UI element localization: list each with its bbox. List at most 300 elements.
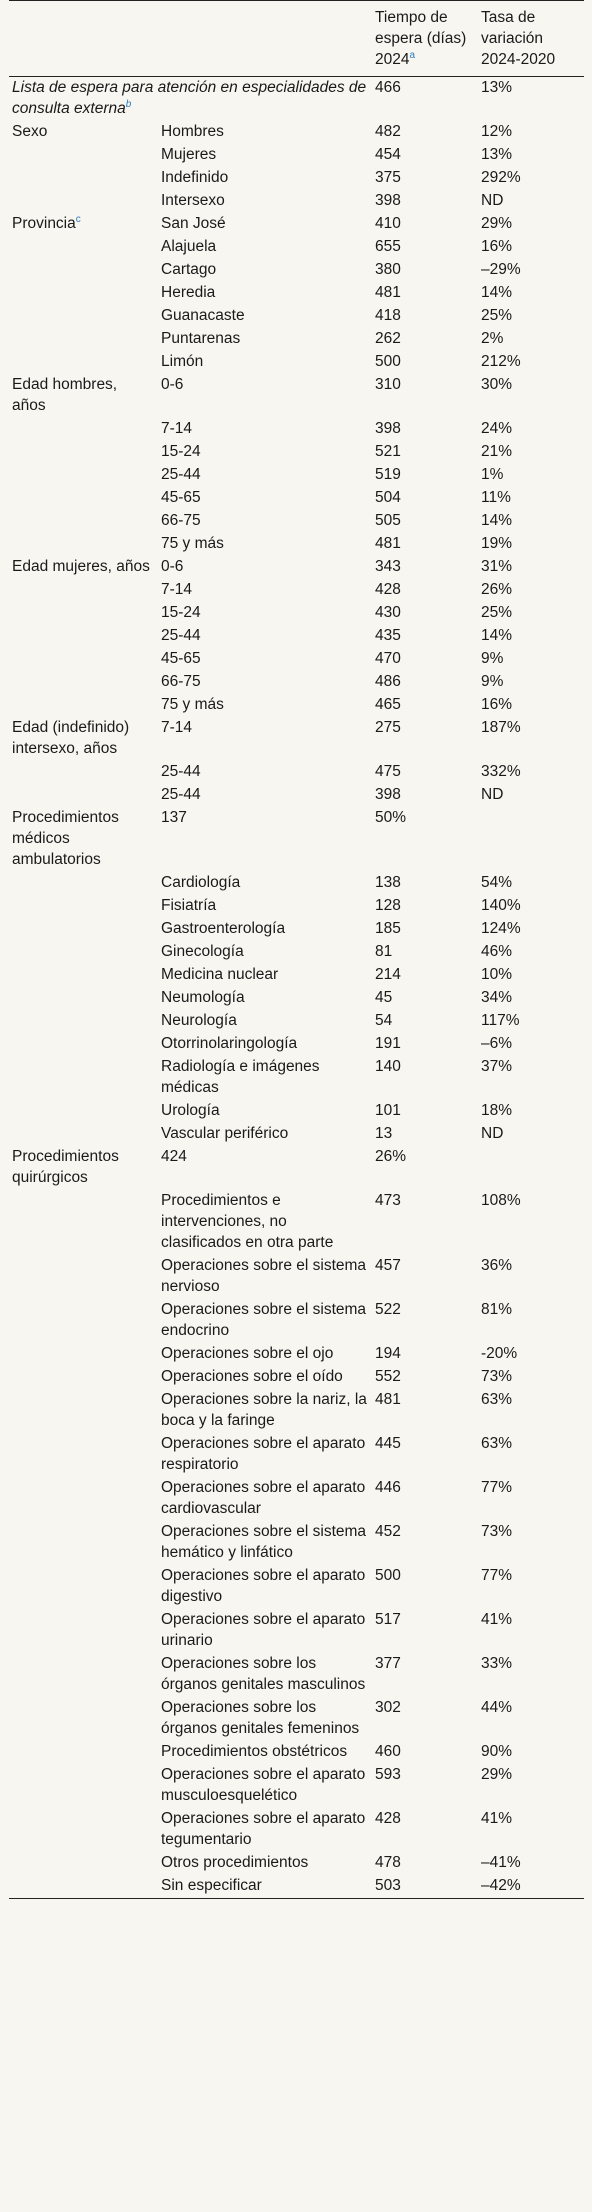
table-row: [9, 305, 584, 328]
row-rate: –6%: [481, 1035, 513, 1052]
group-head-wait: 424: [161, 1148, 187, 1165]
row-subcategory: Vascular periférico: [161, 1125, 289, 1142]
row-rate: 41%: [481, 1810, 513, 1827]
waiting-list-table-container: [9, 0, 584, 1899]
group-label: [9, 717, 158, 761]
empty-cell: [9, 918, 158, 941]
table-row: [9, 213, 584, 236]
row-subcategory: Hombres: [161, 123, 224, 140]
row-subcategory: 15-24: [161, 604, 201, 621]
empty-cell: [9, 1056, 158, 1100]
empty-cell: [9, 1521, 158, 1565]
row-rate: –29%: [481, 261, 521, 278]
table-row: [9, 1697, 584, 1741]
empty-cell: [9, 1565, 158, 1609]
row-rate: 18%: [481, 1102, 513, 1119]
row-wait: 470: [375, 650, 401, 667]
table-row: [9, 761, 584, 784]
header-wait-days: Tiempo de espera (días) 2024$^a$: [375, 9, 467, 68]
row-rate: 44%: [481, 1699, 513, 1716]
table-row: [9, 441, 584, 464]
table-row: [9, 1100, 584, 1123]
row-subcategory: 7-14: [161, 420, 193, 437]
empty-cell: [9, 1764, 158, 1808]
empty-cell: [9, 1033, 158, 1056]
empty-cell: [9, 328, 158, 351]
empty-cell: [9, 872, 158, 895]
row-wait: 482: [375, 123, 401, 140]
row-subcategory: 75 y más: [161, 535, 224, 552]
row-wait: 500: [375, 1567, 401, 1584]
row-rate: 77%: [481, 1479, 513, 1496]
row-wait: 522: [375, 1301, 401, 1318]
row-rate: 124%: [481, 920, 521, 937]
group-label-text: Sexo: [12, 123, 48, 140]
table-row: [9, 918, 584, 941]
row-subcategory: Cardiología: [161, 874, 241, 891]
table-row: [9, 510, 584, 533]
group-label: [9, 121, 158, 144]
row-wait: 428: [375, 581, 401, 598]
group-label: [9, 807, 158, 872]
row-subcategory: 0-6: [161, 558, 184, 575]
row-subcategory: Operaciones sobre el sistema hemático y linfático: [161, 1523, 367, 1561]
row-wait: 517: [375, 1611, 401, 1628]
empty-cell: [9, 1123, 158, 1146]
table-row: [9, 351, 584, 374]
row-subcategory: Operaciones sobre los órganos genitales femeninos: [161, 1699, 360, 1737]
row-wait: 398: [375, 786, 401, 803]
row-wait: 486: [375, 673, 401, 690]
empty-cell: [9, 1697, 158, 1741]
row-wait: 445: [375, 1435, 401, 1452]
table-row: [9, 1808, 584, 1852]
row-subcategory: Operaciones sobre el aparato respiratorio: [161, 1435, 366, 1473]
row-subcategory: Intersexo: [161, 192, 225, 209]
empty-cell: [9, 625, 158, 648]
table-row: [9, 784, 584, 807]
group-head-rate: 26%: [375, 1148, 407, 1165]
row-wait: 593: [375, 1766, 401, 1783]
row-rate: 37%: [481, 1058, 513, 1075]
row-wait: 519: [375, 466, 401, 483]
group-label-text: Procedimientos médicos ambulatorios: [12, 809, 119, 868]
empty-cell: [9, 1808, 158, 1852]
row-subcategory: Guanacaste: [161, 307, 245, 324]
row-wait: 428: [375, 1810, 401, 1827]
row-subcategory: 66-75: [161, 673, 201, 690]
row-rate: 30%: [481, 376, 513, 393]
empty-cell: [9, 1741, 158, 1764]
empty-cell: [478, 1146, 584, 1190]
row-wait: 503: [375, 1877, 401, 1894]
row-rate: 332%: [481, 763, 521, 780]
empty-cell: [9, 305, 158, 328]
empty-cell: [9, 1653, 158, 1697]
row-wait: 375: [375, 169, 401, 186]
row-wait: 140: [375, 1058, 401, 1075]
empty-cell: [9, 441, 158, 464]
row-subcategory: Mujeres: [161, 146, 217, 163]
empty-cell: [9, 236, 158, 259]
table-row: [9, 1764, 584, 1808]
row-subcategory: Neumología: [161, 989, 245, 1006]
row-rate: 12%: [481, 123, 513, 140]
row-rate: 33%: [481, 1655, 513, 1672]
row-rate: 19%: [481, 535, 513, 552]
row-wait: 481: [375, 535, 401, 552]
row-rate: 11%: [481, 489, 511, 506]
group-label: [9, 556, 158, 579]
table-row: [9, 464, 584, 487]
row-rate: 1%: [481, 466, 504, 483]
empty-cell: [9, 648, 158, 671]
group-label: [9, 374, 158, 418]
row-subcategory: Heredia: [161, 284, 216, 301]
empty-cell: [9, 1875, 158, 1899]
table-row: [9, 625, 584, 648]
row-rate: 117%: [481, 1012, 520, 1029]
table-row: [9, 1033, 584, 1056]
row-subcategory: Procedimientos obstétricos: [161, 1743, 348, 1760]
summary-row: [9, 77, 584, 122]
row-subcategory: Operaciones sobre el aparato musculoesquelético: [161, 1766, 366, 1804]
row-subcategory: Ginecología: [161, 943, 244, 960]
row-wait: 655: [375, 238, 401, 255]
row-wait: 262: [375, 330, 401, 347]
table-row: [9, 1741, 584, 1764]
row-rate: 9%: [481, 673, 504, 690]
empty-cell: [9, 761, 158, 784]
table-row: [9, 259, 584, 282]
row-wait: 214: [375, 966, 401, 983]
table-row: [9, 1366, 584, 1389]
table-row: [9, 1477, 584, 1521]
row-rate: 21%: [481, 443, 513, 460]
row-subcategory: Medicina nuclear: [161, 966, 279, 983]
row-wait: 380: [375, 261, 401, 278]
row-rate: –42%: [481, 1877, 521, 1894]
table-row: [9, 487, 584, 510]
row-wait: 398: [375, 420, 401, 437]
table-row: [9, 1653, 584, 1697]
table-row: [9, 1521, 584, 1565]
row-subcategory: Indefinido: [161, 169, 229, 186]
row-subcategory: Operaciones sobre el aparato urinario: [161, 1611, 366, 1649]
row-subcategory: Procedimientos e intervenciones, no clasificados en otra parte: [161, 1192, 334, 1251]
row-rate: 16%: [481, 696, 513, 713]
table-row: [9, 121, 584, 144]
table-row: [9, 556, 584, 579]
row-rate: 26%: [481, 581, 513, 598]
empty-cell: [9, 784, 158, 807]
row-subcategory: Sin especificar: [161, 1877, 262, 1894]
row-rate: 14%: [481, 627, 513, 644]
empty-cell: [9, 1366, 158, 1389]
row-wait: 454: [375, 146, 401, 163]
row-rate: 292%: [481, 169, 521, 186]
row-wait: 457: [375, 1257, 401, 1274]
row-wait: 452: [375, 1523, 401, 1540]
row-subcategory: 25-44: [161, 627, 201, 644]
empty-cell: [9, 671, 158, 694]
row-wait: 45: [375, 989, 393, 1006]
row-rate: 9%: [481, 650, 504, 667]
row-rate: 29%: [481, 215, 513, 232]
empty-cell: [9, 259, 158, 282]
row-subcategory: Operaciones sobre el aparato digestivo: [161, 1567, 366, 1605]
row-rate: 63%: [481, 1391, 513, 1408]
row-subcategory: 0-6: [161, 376, 184, 393]
empty-cell: [9, 579, 158, 602]
empty-cell: [9, 190, 158, 213]
table-row: [9, 872, 584, 895]
row-wait: 500: [375, 353, 401, 370]
empty-cell: [9, 1609, 158, 1653]
row-wait: 505: [375, 512, 401, 529]
table-row: [9, 374, 584, 418]
empty-cell: [9, 487, 158, 510]
table-row: [9, 941, 584, 964]
row-rate: 46%: [481, 943, 513, 960]
row-rate: 77%: [481, 1567, 513, 1584]
row-rate: 34%: [481, 989, 513, 1006]
empty-cell: [9, 351, 158, 374]
group-label-text: Provincia: [12, 215, 76, 232]
row-rate: ND: [481, 786, 504, 803]
empty-cell: [9, 1433, 158, 1477]
group-label-text: Procedimientos quirúrgicos: [12, 1148, 119, 1186]
row-wait: 460: [375, 1743, 401, 1760]
table-row: [9, 236, 584, 259]
row-subcategory: 75 y más: [161, 696, 224, 713]
row-subcategory: Limón: [161, 353, 204, 370]
empty-cell: [9, 941, 158, 964]
table-row: [9, 1852, 584, 1875]
table-row: [9, 1056, 584, 1100]
empty-cell: [9, 1100, 158, 1123]
row-rate: 54%: [481, 874, 513, 891]
row-subcategory: Operaciones sobre el aparato cardiovascular: [161, 1479, 366, 1517]
empty-cell: [9, 1389, 158, 1433]
summary-rate: 13%: [481, 79, 513, 96]
table-row: [9, 648, 584, 671]
row-wait: 194: [375, 1345, 401, 1362]
table-row: [9, 1609, 584, 1653]
row-rate: 36%: [481, 1257, 513, 1274]
row-subcategory: Operaciones sobre la nariz, la boca y la faringe: [161, 1391, 367, 1429]
row-wait: 185: [375, 920, 401, 937]
empty-cell: [9, 533, 158, 556]
row-wait: 521: [375, 443, 401, 460]
table-row: [9, 694, 584, 717]
row-wait: 473: [375, 1192, 401, 1209]
row-rate: 31%: [481, 558, 513, 575]
row-rate: 90%: [481, 1743, 513, 1760]
row-rate: 25%: [481, 604, 513, 621]
row-subcategory: Neurología: [161, 1012, 237, 1029]
table-row: [9, 1146, 584, 1190]
row-subcategory: 15-24: [161, 443, 201, 460]
table-header: [9, 1, 584, 77]
row-subcategory: Otorrinolaringología: [161, 1035, 298, 1052]
empty-cell: [9, 1010, 158, 1033]
row-subcategory: Operaciones sobre el sistema endocrino: [161, 1301, 367, 1339]
empty-cell: [9, 1255, 158, 1299]
empty-cell: [9, 510, 158, 533]
row-subcategory: 25-44: [161, 466, 201, 483]
group-label-text: Edad mujeres, años: [12, 558, 150, 575]
empty-cell: [9, 1190, 158, 1255]
footnote-a: a: [409, 49, 416, 61]
table-row: [9, 1875, 584, 1899]
row-rate: ND: [481, 1125, 504, 1142]
group-head-rate: 50%: [375, 809, 407, 826]
empty-cell: [9, 895, 158, 918]
row-subcategory: 7-14: [161, 581, 193, 598]
row-rate: 63%: [481, 1435, 513, 1452]
table-row: [9, 1433, 584, 1477]
row-wait: 310: [375, 376, 401, 393]
table-row: [9, 579, 584, 602]
row-subcategory: Fisiatría: [161, 897, 217, 914]
waiting-list-table: [9, 0, 584, 1899]
row-subcategory: Operaciones sobre el ojo: [161, 1345, 334, 1362]
table-row: [9, 1123, 584, 1146]
row-rate: 14%: [481, 512, 513, 529]
row-wait: 302: [375, 1699, 401, 1716]
row-rate: –41%: [481, 1854, 521, 1871]
group-label: [9, 213, 158, 236]
row-wait: 481: [375, 1391, 401, 1408]
group-label-text: Edad hombres, años: [12, 376, 118, 414]
group-label: [9, 1146, 158, 1190]
row-subcategory: Cartago: [161, 261, 217, 278]
row-subcategory: Operaciones sobre el oído: [161, 1368, 343, 1385]
row-wait: 410: [375, 215, 401, 232]
row-rate: 10%: [481, 966, 513, 983]
group-head-wait: 137: [161, 809, 187, 826]
empty-cell: [9, 987, 158, 1010]
empty-cell: [9, 282, 158, 305]
row-wait: 465: [375, 696, 401, 713]
footnote-b: b: [125, 98, 132, 110]
table-row: [9, 1389, 584, 1433]
row-wait: 418: [375, 307, 401, 324]
empty-cell: [9, 694, 158, 717]
row-wait: 475: [375, 763, 401, 780]
table-row: [9, 1343, 584, 1366]
table-body: [9, 77, 584, 1899]
row-rate: 212%: [481, 353, 521, 370]
row-subcategory: Radiología e imágenes médicas: [161, 1058, 320, 1096]
table-row: [9, 987, 584, 1010]
row-subcategory: Operaciones sobre el aparato tegumentario: [161, 1810, 366, 1848]
group-label-text: Edad (indefinido) intersexo, años: [12, 719, 130, 757]
row-rate: 25%: [481, 307, 513, 324]
row-wait: 128: [375, 897, 401, 914]
row-rate: 81%: [481, 1301, 513, 1318]
empty-cell: [9, 418, 158, 441]
row-wait: 275: [375, 719, 401, 736]
row-subcategory: 25-44: [161, 763, 201, 780]
row-rate: -20%: [481, 1345, 518, 1362]
header-empty-1: [9, 1, 158, 77]
row-subcategory: 66-75: [161, 512, 201, 529]
row-wait: 430: [375, 604, 401, 621]
row-subcategory: Puntarenas: [161, 330, 241, 347]
empty-cell: [9, 1299, 158, 1343]
empty-cell: [9, 964, 158, 987]
table-row: [9, 1190, 584, 1255]
table-row: [9, 328, 584, 351]
empty-cell: [478, 807, 584, 872]
table-row: [9, 418, 584, 441]
table-row: [9, 964, 584, 987]
row-rate: ND: [481, 192, 504, 209]
row-wait: 101: [375, 1102, 401, 1119]
row-rate: 16%: [481, 238, 513, 255]
table-row: [9, 1565, 584, 1609]
table-row: [9, 167, 584, 190]
empty-cell: [9, 1343, 158, 1366]
row-wait: 81: [375, 943, 393, 960]
row-rate: 108%: [481, 1192, 521, 1209]
row-wait: 191: [375, 1035, 401, 1052]
table-row: [9, 807, 584, 872]
row-subcategory: Otros procedimientos: [161, 1854, 309, 1871]
row-wait: 54: [375, 1012, 393, 1029]
header-empty-2: [158, 1, 372, 77]
row-subcategory: 25-44: [161, 786, 201, 803]
row-rate: 2%: [481, 330, 504, 347]
summary-wait: 466: [375, 79, 401, 96]
row-wait: 481: [375, 284, 401, 301]
row-rate: 73%: [481, 1368, 513, 1385]
table-row: [9, 1299, 584, 1343]
row-rate: 187%: [481, 719, 521, 736]
empty-cell: [9, 144, 158, 167]
row-rate: 140%: [481, 897, 521, 914]
row-wait: 398: [375, 192, 401, 209]
row-subcategory: Operaciones sobre los órganos genitales masculinos: [161, 1655, 366, 1693]
table-row: [9, 190, 584, 213]
row-subcategory: 45-65: [161, 489, 201, 506]
empty-cell: [9, 1852, 158, 1875]
row-subcategory: San José: [161, 215, 226, 232]
table-row: [9, 144, 584, 167]
summary-label: Lista de espera para atención en especialidades de consulta externa$^b$: [12, 79, 367, 117]
empty-cell: [9, 167, 158, 190]
row-rate: 41%: [481, 1611, 513, 1628]
row-wait: 446: [375, 1479, 401, 1496]
table-row: [9, 533, 584, 556]
row-subcategory: 45-65: [161, 650, 201, 667]
empty-cell: [9, 1477, 158, 1521]
row-wait: 478: [375, 1854, 401, 1871]
row-subcategory: 7-14: [161, 719, 193, 736]
footnote-c: c: [75, 213, 81, 225]
table-row: [9, 1010, 584, 1033]
row-wait: 343: [375, 558, 401, 575]
table-row: [9, 1255, 584, 1299]
table-row: [9, 895, 584, 918]
row-rate: 13%: [481, 146, 513, 163]
header-row: [9, 1, 584, 77]
row-rate: 24%: [481, 420, 513, 437]
table-row: [9, 602, 584, 625]
header-variation-rate: Tasa de variación 2024-2020: [481, 9, 556, 68]
